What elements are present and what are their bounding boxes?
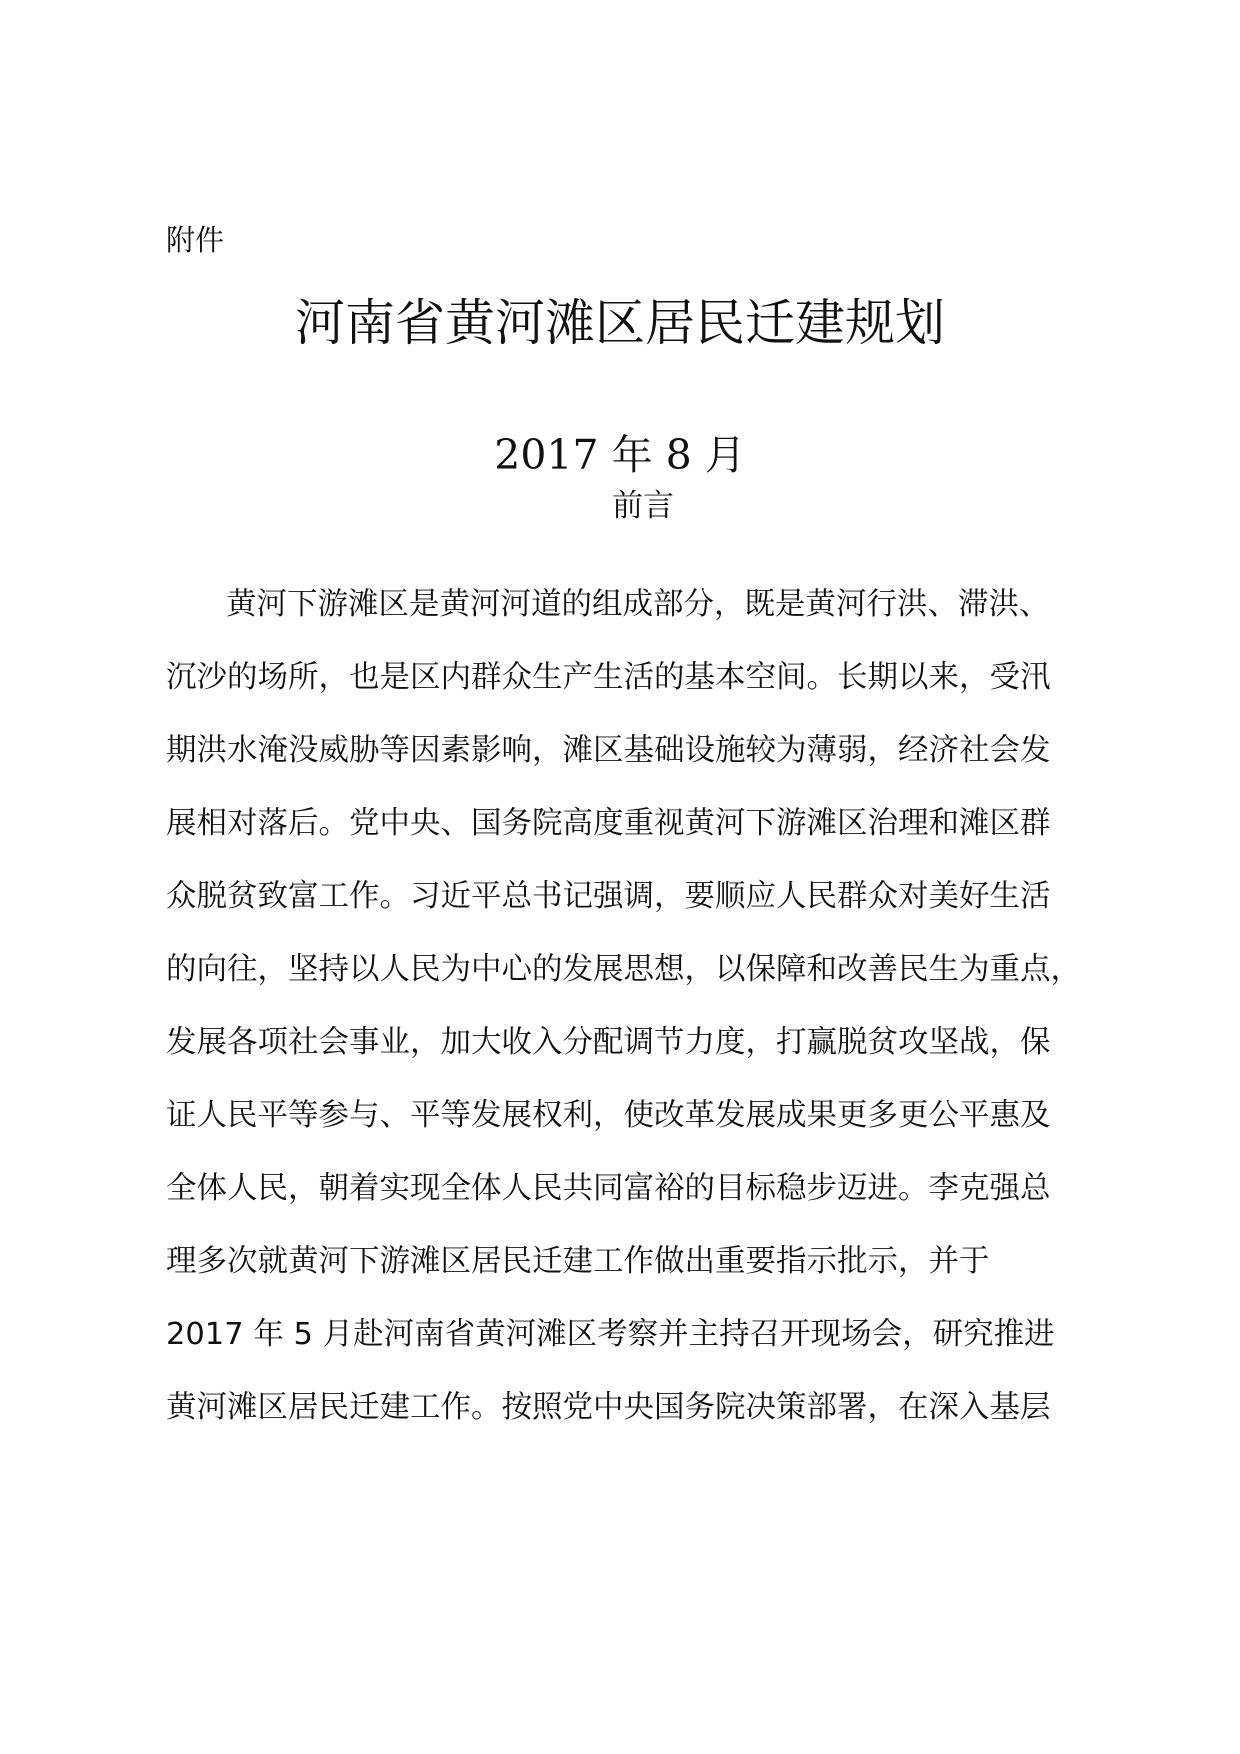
body-paragraph [166, 579, 1086, 1455]
body-line: 2017 年 5 月赴河南省黄河滩区考察并主持召开现场会，研究推进 [166, 1317, 1055, 1352]
body-line: 发展各项社会事业，加大收入分配调节力度，打赢脱贫攻坚战，保 [166, 1025, 1051, 1060]
body-line: 众脱贫致富工作。习近平总书记强调，要顺应人民群众对美好生活 [166, 879, 1051, 914]
document-title: 河南省黄河滩区居民迁建规划 [295, 294, 945, 352]
body-line: 全体人民，朝着实现全体人民共同富裕的目标稳步迈进。李克强总 [166, 1171, 1051, 1206]
body-line: 沉沙的场所，也是区内群众生产生活的基本空间。长期以来，受汛 [166, 660, 1051, 695]
body-line: 的向往，坚持以人民为中心的发展思想，以保障和改善民生为重点， [166, 952, 1081, 987]
body-line: 理多次就黄河下游滩区居民迁建工作做出重要指示批示，并于 [166, 1244, 990, 1279]
attachment-label: 附件 [166, 223, 225, 257]
body-line: 证人民平等参与、平等发展权利，使改革发展成果更多更公平惠及 [166, 1098, 1051, 1133]
body-line: 期洪水淹没威胁等因素影响，滩区基础设施较为薄弱，经济社会发 [166, 733, 1051, 768]
section-heading-preface: 前言 [612, 488, 674, 524]
body-line: 展相对落后。党中央、国务院高度重视黄河下游滩区治理和滩区群 [166, 806, 1051, 841]
body-line: 黄河滩区居民迁建工作。按照党中央国务院决策部署，在深入基层 [166, 1390, 1051, 1425]
body-line: 黄河下游滩区是黄河河道的组成部分，既是黄河行洪、滞洪、 [226, 587, 1050, 622]
document-date: 2017 年 8 月 [494, 431, 746, 479]
